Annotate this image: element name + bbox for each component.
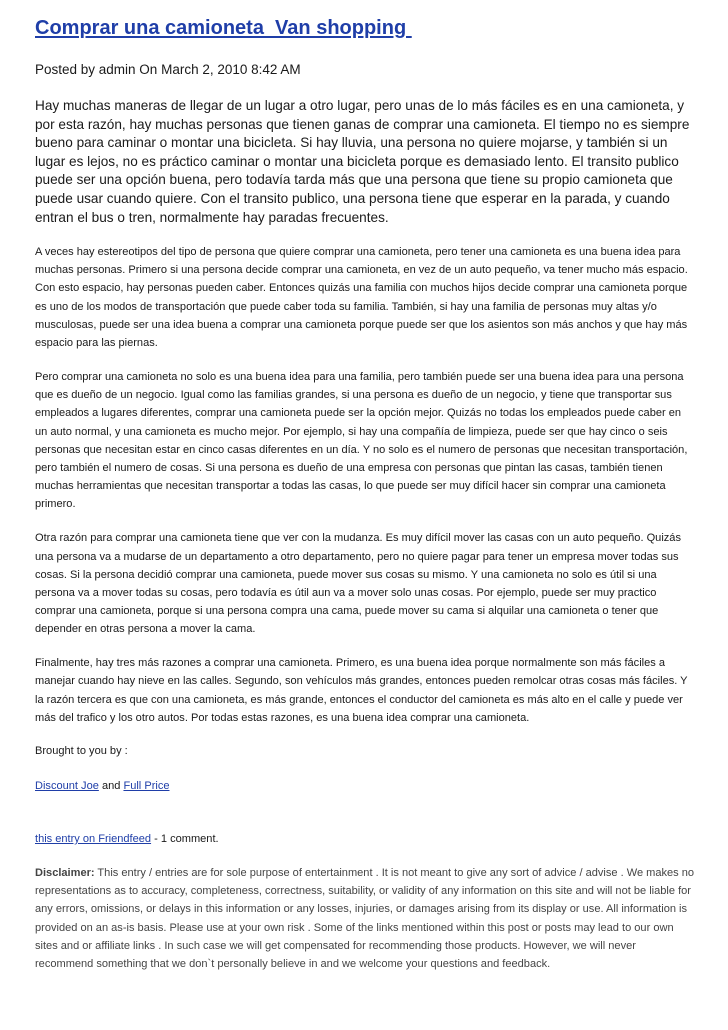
sponsor-links bbox=[35, 777, 695, 795]
friendfeed-entry bbox=[35, 830, 695, 848]
discount-joe-link[interactable]: Discount Joe bbox=[35, 779, 99, 792]
document-page bbox=[35, 14, 695, 973]
disclaimer-label: Disclaimer: bbox=[35, 866, 95, 879]
comment-count: - 1 comment. bbox=[151, 832, 219, 845]
body-paragraph: A veces hay estereotipos del tipo de persona que quiere comprar una camioneta, pero tener una camioneta es una buena idea para muchas personas. Primero si una persona decide comprar una camioneta, en vez de un auto pequeño, va tener mucho más espacio. Con esto espacio, hay personas pueden caber. Entonces quizás una familia con muchos hijos decide comprar una camioneta porque es uno de los modos de transportación que puede caber toda su familia. También, si hay una familia de personas muy altas y/o musculosas, puede ser una idea buena a comprar una camioneta porque puede ser que los asientos son más anchos y que hay más espacio para las piernas. bbox=[35, 246, 688, 349]
links-conjunction: and bbox=[98, 779, 124, 792]
body-paragraph: Otra razón para comprar una camioneta tiene que ver con la mudanza. Es muy difícil mover las casas con un auto pequeño. Quizás una persona va a mudarse de un departamento a otro departamento, pero no quiere pagar para tener un empresa mover todas sus cosas. Si la persona decidió comprar una camioneta, puede mover sus cosas su mismo. Y una camioneta no solo es útil si una persona va a mover todas su cosas, pero todavía es útil aun va a mover solo unas cosas. Por ejemplo, puede ser muy practico comprar una camioneta, porque si una persona compra una cama, puede mover su cama si alquilar una camioneta o tener que depender en otras persona a mover la cama. bbox=[35, 532, 681, 636]
body-paragraph: Finalmente, hay tres más razones a comprar una camioneta. Primero, es una buena idea porque normalmente son más fáciles a manejar cuando hay nieve en las calles. Segundo, son vehículos más grandes, entonces pueden remolcar otras cosas más fáciles. Y la razón tercera es que con una camioneta, es más grande, entonces el conductor del camioneta es más alto en el calle y puede ver más del trafico y los otro autos. Por todas estas razones, es una buena idea comprar una camioneta. bbox=[35, 657, 688, 724]
disclaimer-text: This entry / entries are for sole purpose of entertainment . It is not meant to give any sort of advice / advise . We makes no representations as to accuracy, completeness, correctness, suitability, or validity of any information on this site and will not be liable for any errors, omissions, or delays in this information or any losses, injuries, or damages arising from its display or use. All information is provided on an as-is basis. Please use at your own risk . Some of the links mentioned within this post or posts may lead to our own sites and or affiliate links . In such case we will get compensated for recommending those products. However, we will never recommend something that we don`t personally believe in and we welcome your questions and feedback. bbox=[35, 866, 695, 970]
full-price-link[interactable]: Full Price bbox=[123, 779, 170, 792]
post-title[interactable]: Comprar una camioneta Van shopping bbox=[35, 17, 412, 39]
disclaimer bbox=[35, 864, 695, 973]
brought-by-label: Brought to you by : bbox=[35, 744, 128, 757]
body-paragraph: Pero comprar una camioneta no solo es una buena idea para una familia, pero también puede ser una buena idea para una persona que es dueño de un negocio. Igual como las familias grandes, si una persona es dueño de un negocio, y tiene que transportar sus empleados a lugares diferentes, comprar una camioneta puede ser la opción mejor. Quizás no todas los empleados puede caber en un auto normal, y una camioneta es mucho mejor. Por ejemplo, si hay una compañía de limpieza, puede ser que hay cinco o seis personas que necesitan estar en cinco casas diferentes en un día. Y no solo es el numero de personas que necesitan transportación, pero también el numero de cosas. Si una persona es dueño de una empresa con personas que pintan las casas, también tienen muchas herramientas que necesitan transportar a todas las casas, lo que puede ser muy difícil hacer sin comprar una camioneta primero. bbox=[35, 371, 688, 511]
friendfeed-link[interactable]: this entry on Friendfeed bbox=[35, 832, 152, 845]
post-meta: Posted by admin On March 2, 2010 8:42 AM bbox=[35, 62, 301, 77]
intro-paragraph: Hay muchas maneras de llegar de un lugar a otro lugar, pero unas de lo más fáciles es en una camioneta, y por esta razón, hay muchas personas que tienen ganas de comprar una camioneta. El tiempo no es siempre bueno para caminar o montar una bicicleta. Si hay lluvia, una persona no quiere mojarse, y también si un lugar es lejos, no es práctico caminar o montar una bicicleta porque es demasiado lento. El transito publico puede ser una opción buena, pero todavía tarda más que una persona que tiene su propio camioneta que puede usar cuando quiere. Con el transito publico, una persona tiene que esperar en la parada, y cuando entran el bus o tren, normalmente hay paradas frecuentes. bbox=[35, 98, 690, 225]
